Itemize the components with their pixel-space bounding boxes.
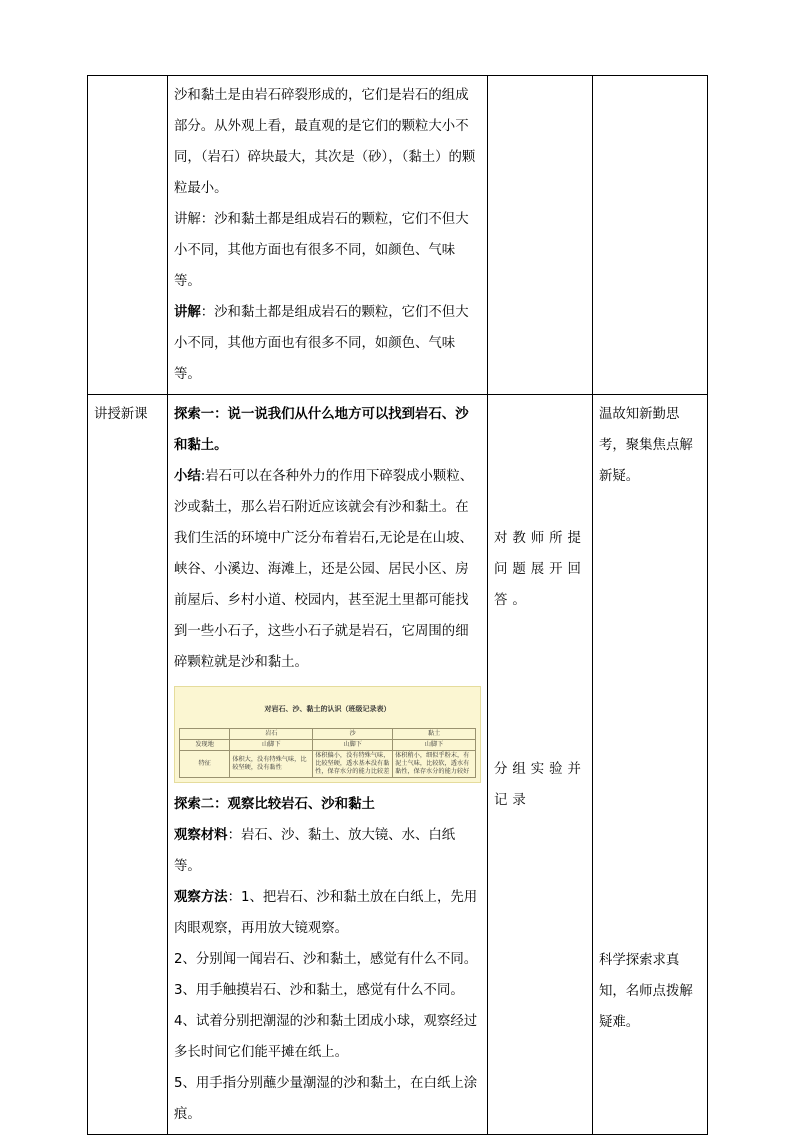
student-activity-cell	[488, 395, 593, 1135]
table-row	[88, 76, 708, 395]
stage-label: 讲授新课	[94, 407, 148, 422]
materials-label: 观察材料	[174, 828, 228, 843]
stage-cell-empty	[88, 76, 168, 395]
record-table	[179, 728, 476, 778]
content-cell	[168, 76, 488, 395]
record-cell: 山脚下	[230, 740, 313, 751]
explore-one-title: 探索一：说一说我们从什么地方可以找到岩石、沙和黏土。	[174, 407, 469, 453]
materials-text: ：岩石、沙、黏土、放大镜、水、白纸等。	[174, 828, 456, 874]
record-cell: 体积偏小，没有特殊气味，比较坚硬，透水基本没有黏性，保存水分的能力比较差	[313, 751, 393, 778]
record-cell: 山脚下	[393, 740, 476, 751]
record-cell: 体积稍小，细似乎粉末，有泥土气味，比较软，透水有黏性，保存水分的能力较好	[393, 751, 476, 778]
summary-text: :岩石可以在各种外力的作用下碎裂成小颗粒、沙或黏土，那么岩石附近应该就会有沙和黏土。在我们生活的环境中广泛分布着岩石,无论是在山坡、峡谷、小溪边、海滩上，还是公园、居民小区、房前屋后、乡村小道、校园内，甚至泥土里都可能找到一些小石子，这些小石子就是岩石，它周围的细碎颗粒就是沙和黏土。	[174, 469, 474, 670]
record-cell: 发现地	[180, 740, 230, 751]
intent-cell-empty	[593, 76, 708, 395]
record-cell: 特征	[180, 751, 230, 778]
record-row	[180, 751, 476, 778]
method-paragraph	[174, 882, 481, 944]
summary-label: 小结	[174, 469, 201, 484]
paragraph: 沙和黏土是由岩石碎裂形成的，它们是岩石的组成部分。从外观上看，最直观的是它们的颗粒大小不同，（岩石）碎块最大，其次是（砂），（黏土）的颗粒最小。	[174, 88, 476, 196]
lesson-plan-table	[87, 75, 708, 1135]
record-table-title: 对岩石、沙、黏土的认识（班级记录表）	[264, 704, 391, 713]
stage-cell	[88, 395, 168, 1135]
record-header-cell: 岩石	[230, 729, 313, 740]
paragraph	[174, 297, 481, 390]
student-cell-empty	[488, 76, 593, 395]
record-row	[180, 740, 476, 751]
record-header-cell: 沙	[313, 729, 393, 740]
step-item: 2、分别闻一闻岩石、沙和黏土，感觉有什么不同。	[174, 952, 478, 967]
record-header-cell	[180, 729, 230, 740]
paragraph-text: ：沙和黏土都是组成岩石的颗粒，它们不但大小不同，其他方面也有很多不同，如颜色、气味等。	[174, 305, 469, 382]
paragraph: 讲解：沙和黏土都是组成岩石的颗粒，它们不但大小不同，其他方面也有很多不同，如颜色、气味等。	[174, 212, 469, 289]
design-intent-cell	[593, 395, 708, 1135]
content-cell	[168, 395, 488, 1135]
materials-paragraph	[174, 820, 481, 882]
method-text: ：1、把岩石、沙和黏土放在白纸上，先用肉眼观察，再用放大镜观察。	[174, 890, 478, 936]
step-item: 3、用手触摸岩石、沙和黏土，感觉有什么不同。	[174, 983, 464, 998]
table-row	[88, 395, 708, 1135]
step-item: 5、用手指分别蘸少量潮湿的沙和黏土，在白纸上涂痕。	[174, 1076, 478, 1122]
record-header-row	[180, 729, 476, 740]
design-intent-text: 科学探索求真知，名师点拨解疑难。	[599, 953, 693, 1030]
step-item: 4、试着分别把潮湿的沙和黏土团成小球，观察经过多长时间它们能平摊在纸上。	[174, 1014, 478, 1060]
record-cell: 体积大，没有特殊气味，比较坚硬，没有黏性	[230, 751, 313, 778]
record-header-cell: 黏土	[393, 729, 476, 740]
student-activity-text: 分组实验并记录	[494, 762, 586, 808]
summary-paragraph	[174, 461, 481, 678]
explore-two-title: 探索二：观察比较岩石、沙和黏土	[174, 797, 375, 812]
design-intent-text: 温故知新勤思考，聚集焦点解新疑。	[599, 407, 693, 484]
record-cell: 山脚下	[313, 740, 393, 751]
bold-label: 讲解	[174, 305, 201, 320]
class-record-table-image	[174, 686, 481, 783]
student-activity-text: 对教师所提问题展开回答。	[494, 531, 586, 608]
method-label: 观察方法	[174, 890, 228, 905]
